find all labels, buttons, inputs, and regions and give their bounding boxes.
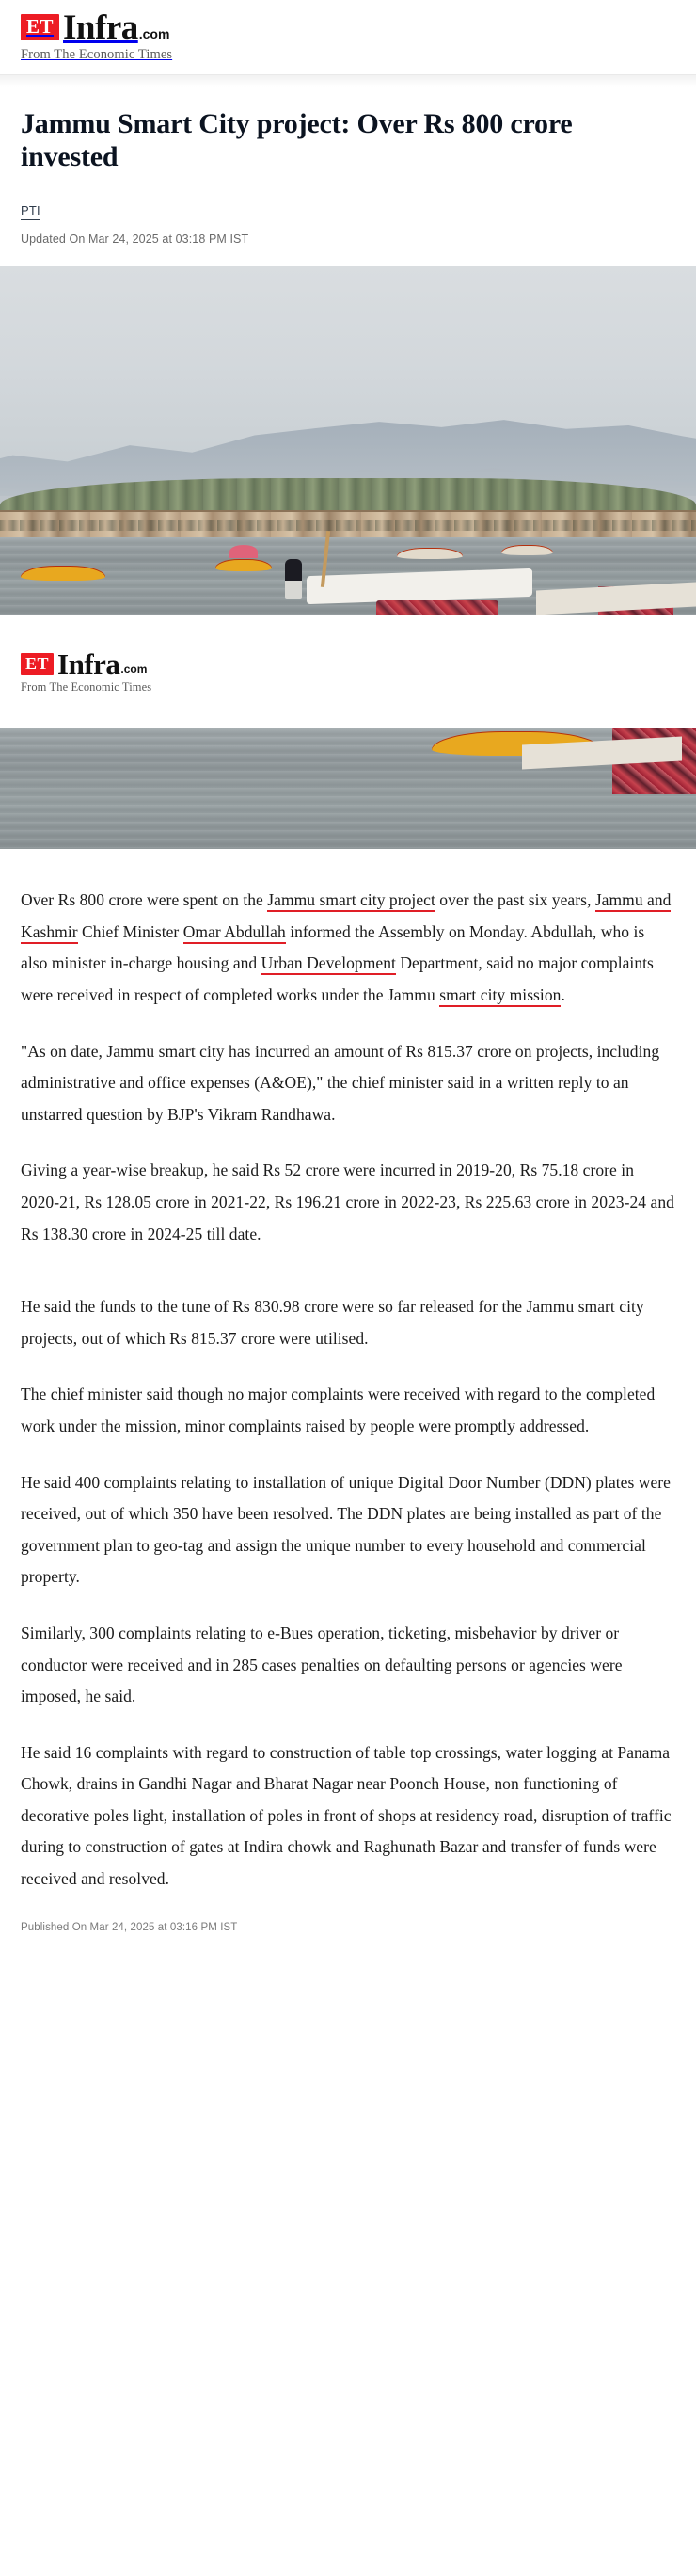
article-paragraph: He said 400 complaints relating to installation of unique Digital Door Number (DDN) plates were received, out of which 350 have been resolved. The DDN plates are being installed as part of the government plan to geo-tag and assign the unique number to every household and commercial property.	[21, 1472, 671, 1587]
hero-image-wrap	[21, 266, 675, 849]
article-container	[0, 107, 696, 1958]
photo-shore-detail	[0, 520, 696, 531]
photo-boatman	[285, 559, 302, 599]
article-paragraph: The chief minister said though no major complaints were received with regard to the completed work under the mission, minor complaints raised by people were promptly addressed.	[21, 1384, 656, 1435]
hero-logo-wordmark	[21, 647, 696, 680]
logo-name: Infra	[63, 8, 138, 47]
logo-tagline: From The Economic Times	[21, 47, 173, 63]
inline-article-link[interactable]: Omar Abdullah	[183, 922, 286, 944]
photo-shikara-boat	[397, 548, 463, 559]
hero-logo-band	[0, 630, 696, 713]
byline	[21, 202, 675, 246]
published-timestamp: Published On Mar 24, 2025 at 03:16 PM IST	[21, 1921, 238, 1933]
article-paragraph: He said the funds to the tune of Rs 830.98 crore were so far released for the Jammu smart city projects, out of which Rs 815.37 crore were utilised.	[21, 1297, 644, 1348]
inline-article-link[interactable]: Urban Development	[261, 953, 396, 975]
page-title: Jammu Smart City project: Over Rs 800 crore invested	[21, 108, 573, 173]
photo-shikara-canopy	[229, 545, 258, 558]
hero-image-top	[0, 266, 696, 615]
hero-logo-name: Infra	[57, 647, 120, 680]
photo-shikara-boat	[215, 559, 272, 571]
article-paragraph: He said 16 complaints with regard to construction of table top crossings, water logging at Panama Chowk, drains in Gandhi Nagar and Bharat Nagar near Poonch House, non functioning of decorative poles light, installation of poles in front of shops at residency road, disruption of traffic during to construction of gates at Indira chowk and Raghunath Bazar and transfer of funds were received and resolved.	[21, 1742, 672, 1889]
article-body	[21, 864, 675, 1895]
logo-wordmark	[21, 8, 172, 47]
inline-article-link[interactable]: Jammu and Kashmir	[21, 890, 671, 944]
header-shadow	[0, 75, 696, 87]
hero-logo-tagline: From The Economic Times	[21, 680, 152, 695]
photo-shikara-boat	[21, 566, 105, 581]
hero-logo-tld: .com	[120, 663, 148, 677]
article-paragraph: Giving a year-wise breakup, he said Rs 52 crore were incurred in 2019-20, Rs 75.18 crore in 2020-21, Rs 128.05 crore in 2021-22, Rs 196.21 crore in 2022-23, Rs 225.63 crore in 2023-24 and Rs 138.30 crore in 2024-25 till date.	[21, 1160, 674, 1243]
site-header	[0, 0, 696, 75]
byline-author-link[interactable]: PTI	[21, 203, 40, 220]
logo-tld: .com	[138, 26, 170, 42]
et-badge-icon: ET	[21, 14, 59, 40]
inline-article-link[interactable]: smart city mission	[439, 985, 561, 1007]
article-paragraph: Similarly, 300 complaints relating to e-Bues operation, ticketing, misbehavior by driver or conductor were received and in 285 cases penalties on defaulting persons or agencies were imposed, he said.	[21, 1623, 623, 1706]
byline-updated-timestamp: Updated On Mar 24, 2025 at 03:18 PM IST	[21, 232, 249, 246]
hero-image-bottom	[0, 728, 696, 849]
article-paragraph: "As on date, Jammu smart city has incurred an amount of Rs 815.37 crore on projects, including administrative and office expenses (A&OE)," the chief minister said in a written reply to an unstarred question by BJP's Vikram Randhawa.	[21, 1041, 660, 1124]
article-paragraph: Over Rs 800 crore were spent on the Jammu smart city project over the past six years, Jammu and Kashmir Chief Minister Omar Abdullah informed the Assembly on Monday. Abdullah, who is also minister in-charge housing and Urban Development Department, said no major complaints were received in respect of completed works under the Jammu smart city mission.	[21, 885, 675, 1011]
inline-article-link[interactable]: Jammu smart city project	[267, 890, 435, 912]
et-badge-icon: ET	[21, 653, 54, 675]
photo-boat-rug	[376, 600, 498, 615]
photo-shikara-boat	[501, 545, 553, 555]
site-logo[interactable]	[21, 8, 173, 63]
